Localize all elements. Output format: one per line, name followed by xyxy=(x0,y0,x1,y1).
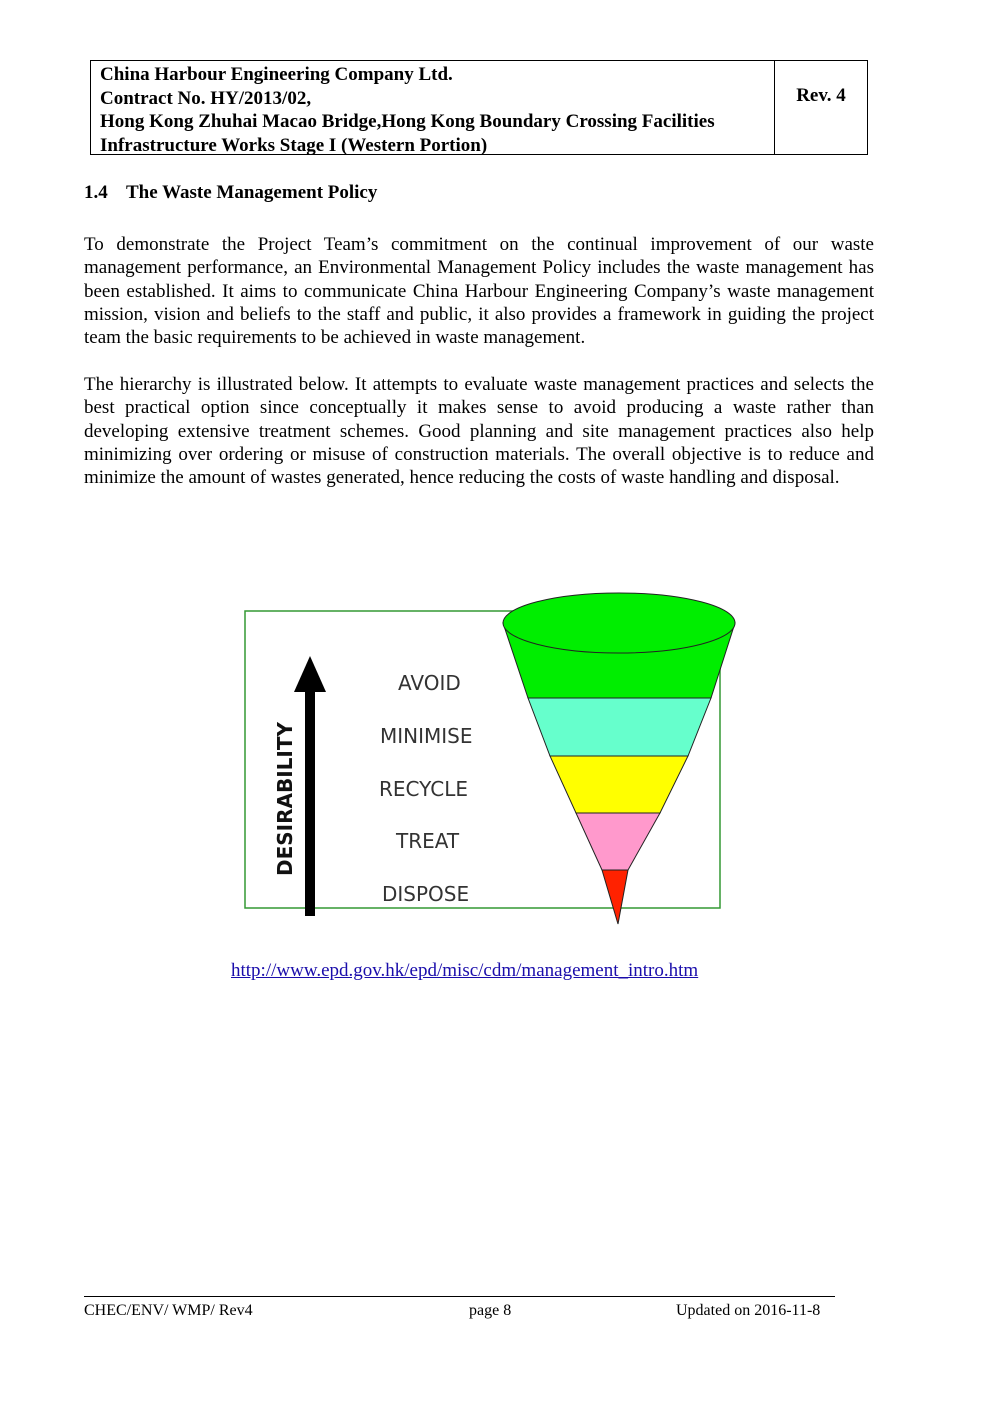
cone-band-minimise xyxy=(528,698,711,756)
footer-page-number: page 8 xyxy=(469,1302,512,1319)
footer-document-code: CHEC/ENV/ WMP/ Rev4 xyxy=(84,1302,253,1319)
waste-hierarchy-figure xyxy=(244,588,744,938)
level-label-avoid: AVOID xyxy=(398,671,461,695)
source-link[interactable]: http://www.epd.gov.hk/epd/misc/cdm/management_intro.htm xyxy=(231,960,699,981)
level-label-minimise: MINIMISE xyxy=(380,724,473,748)
section-number: 1.4 xyxy=(84,182,108,203)
header-revision: Rev. 4 xyxy=(796,85,846,106)
header-works: Infrastructure Works Stage I (Western Portion) xyxy=(100,134,488,156)
header-company: China Harbour Engineering Company Ltd. xyxy=(100,64,453,85)
section-title: The Waste Management Policy xyxy=(126,182,378,203)
paragraph-hierarchy: The hierarchy is illustrated below. It attempts to evaluate waste management practices and selects the best practical option since conceptually it makes sense to avoid producing a waste rather than developing extensive treatment schemes. Good planning and site management practices also help minimizing over ordering or misuse of construction materials. The overall objective is to reduce and minimize the amount of wastes generated, hence reducing the costs of waste handling and disposal. xyxy=(84,374,874,489)
cone-top-ellipse xyxy=(503,593,735,653)
desirability-arrow-icon xyxy=(294,656,326,916)
waste-hierarchy-diagram xyxy=(244,588,744,938)
paragraph-commitment: To demonstrate the Project Team’s commitment on the continual improvement of our waste management performance, an Environmental Management Policy includes the waste management has been established. It aims to communicate China Harbour Engineering Company’s waste management mission, vision and beliefs to the staff and public, it also provides a framework in guiding the project team the basic requirements to be achieved in waste management. xyxy=(84,234,874,349)
level-label-dispose: DISPOSE xyxy=(382,882,470,906)
footer-divider xyxy=(84,1296,835,1297)
header-title-block xyxy=(91,61,775,154)
header-project: Hong Kong Zhuhai Macao Bridge,Hong Kong Boundary Crossing Facilities xyxy=(100,111,715,132)
footer-updated-date: Updated on 2016-11-8 xyxy=(676,1302,821,1319)
header-contract: Contract No. HY/2013/02, xyxy=(100,87,312,109)
cone-band-dispose xyxy=(602,870,628,924)
axis-label-desirability: DESIRABILITY xyxy=(273,722,297,876)
cone-band-treat xyxy=(576,813,660,870)
section-heading xyxy=(84,182,377,204)
cone-band-recycle xyxy=(550,756,688,813)
level-label-recycle: RECYCLE xyxy=(379,777,469,801)
level-label-treat: TREAT xyxy=(396,829,460,853)
document-header xyxy=(90,60,868,155)
